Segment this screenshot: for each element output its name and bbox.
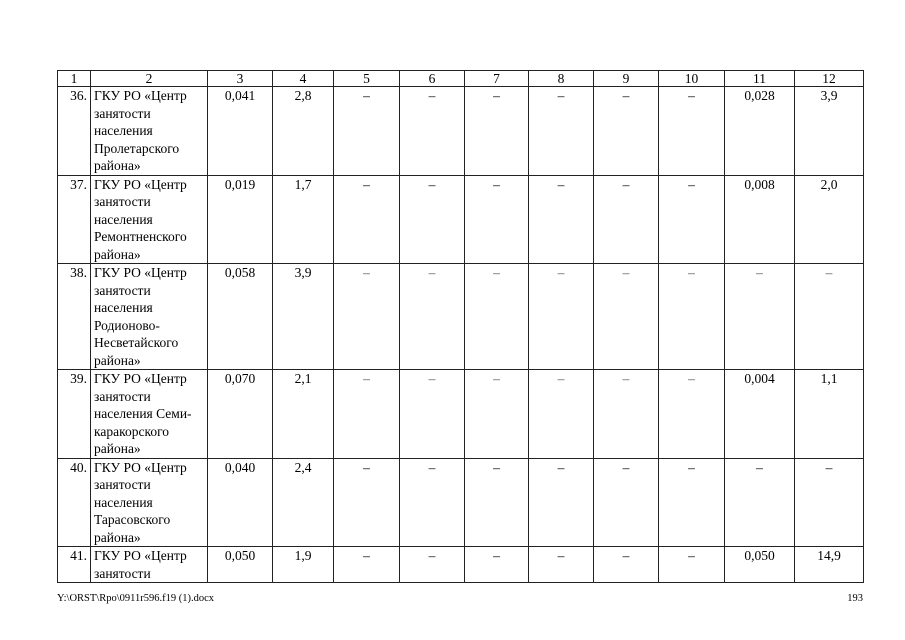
organization-name-line: населения (94, 211, 153, 227)
column-header-11: 11 (725, 71, 795, 87)
value-cell-col-10: – (659, 175, 725, 264)
value-cell-col-8: – (529, 370, 594, 459)
value-cell-col-5: – (334, 547, 400, 583)
column-header-5: 5 (334, 71, 400, 87)
value-cell-col-5: – (334, 264, 400, 370)
value-cell-col-4: 1,7 (273, 175, 334, 264)
table-body (58, 87, 864, 583)
value-cell-col-7: – (465, 370, 529, 459)
table-row (58, 264, 864, 370)
value-cell-col-10: – (659, 370, 725, 459)
column-header-4: 4 (273, 71, 334, 87)
organization-name-line: населения (94, 300, 153, 315)
organization-name (91, 547, 208, 583)
value-cell-col-4: 2,1 (273, 370, 334, 459)
organization-name (91, 175, 208, 264)
row-number: 39. (58, 370, 91, 459)
data-table (57, 70, 864, 583)
value-cell-col-6: – (400, 175, 465, 264)
organization-name-line: района» (94, 529, 141, 545)
value-cell-col-5: – (334, 458, 400, 547)
value-cell-col-4: 2,8 (273, 87, 334, 176)
value-cell-col-3: 0,058 (208, 264, 273, 370)
value-cell-col-9: – (594, 547, 659, 583)
value-cell-col-9: – (594, 370, 659, 459)
organization-name-line: Тарасовского (94, 512, 171, 527)
value-cell-col-12: 2,0 (795, 175, 864, 264)
organization-name-line: занятости (94, 388, 151, 404)
row-number: 36. (58, 87, 91, 176)
row-number: 37. (58, 175, 91, 264)
value-cell-col-6: – (400, 87, 465, 176)
value-cell-col-5: – (334, 87, 400, 176)
value-cell-col-10: – (659, 87, 725, 176)
table-row (58, 547, 864, 583)
value-cell-col-3: 0,040 (208, 458, 273, 547)
organization-name-line: занятости (94, 105, 151, 121)
value-cell-col-7: – (465, 264, 529, 370)
value-cell-col-10: – (659, 264, 725, 370)
value-cell-col-8: – (529, 87, 594, 176)
value-cell-col-11: 0,004 (725, 370, 795, 459)
organization-name-line: ГКУ РО «Центр (94, 371, 187, 386)
value-cell-col-12: 3,9 (795, 87, 864, 176)
organization-name-line: Пролетарского (94, 140, 180, 156)
row-number: 40. (58, 458, 91, 547)
row-number: 38. (58, 264, 91, 370)
column-header-7: 7 (465, 71, 529, 87)
value-cell-col-12: 14,9 (795, 547, 864, 583)
value-cell-col-6: – (400, 458, 465, 547)
organization-name-line: Родионово- (94, 317, 160, 333)
organization-name-line: ГКУ РО «Центр (94, 265, 187, 280)
table-row (58, 87, 864, 176)
organization-name-line: занятости (94, 565, 151, 581)
value-cell-col-12: – (795, 264, 864, 370)
value-cell-col-8: – (529, 264, 594, 370)
value-cell-col-11: 0,050 (725, 547, 795, 583)
value-cell-col-4: 2,4 (273, 458, 334, 547)
table-header-row (58, 71, 864, 87)
value-cell-col-7: – (465, 87, 529, 176)
organization-name (91, 370, 208, 459)
value-cell-col-11: – (725, 458, 795, 547)
page-number: 193 (847, 593, 863, 604)
value-cell-col-10: – (659, 547, 725, 583)
value-cell-col-12: – (795, 458, 864, 547)
table-row (58, 370, 864, 459)
value-cell-col-6: – (400, 264, 465, 370)
column-header-3: 3 (208, 71, 273, 87)
value-cell-col-10: – (659, 458, 725, 547)
value-cell-col-8: – (529, 175, 594, 264)
organization-name (91, 264, 208, 370)
value-cell-col-9: – (594, 87, 659, 176)
value-cell-col-9: – (594, 175, 659, 264)
organization-name-line: района» (94, 246, 141, 262)
column-header-1: 1 (58, 71, 91, 87)
table-row (58, 458, 864, 547)
table-row (58, 175, 864, 264)
organization-name-line: Несветайского (94, 335, 179, 350)
organization-name-line: занятости (94, 477, 151, 492)
organization-name (91, 458, 208, 547)
value-cell-col-3: 0,050 (208, 547, 273, 583)
value-cell-col-3: 0,070 (208, 370, 273, 459)
column-header-10: 10 (659, 71, 725, 87)
value-cell-col-11: 0,008 (725, 175, 795, 264)
organization-name-line: ГКУ РО «Центр (94, 548, 187, 563)
value-cell-col-11: 0,028 (725, 87, 795, 176)
column-header-2: 2 (91, 71, 208, 87)
organization-name (91, 87, 208, 176)
value-cell-col-5: – (334, 175, 400, 264)
organization-name-line: занятости (94, 282, 151, 298)
organization-name-line: ГКУ РО «Центр (94, 88, 187, 103)
value-cell-col-11: – (725, 264, 795, 370)
organization-name-line: населения (94, 494, 153, 510)
organization-name-line: района» (94, 158, 141, 173)
organization-name-line: занятости (94, 194, 151, 209)
value-cell-col-3: 0,019 (208, 175, 273, 264)
value-cell-col-4: 3,9 (273, 264, 334, 370)
value-cell-col-6: – (400, 547, 465, 583)
column-header-9: 9 (594, 71, 659, 87)
row-number: 41. (58, 547, 91, 583)
organization-name-line: Ремонтненского (94, 229, 187, 244)
value-cell-col-8: – (529, 458, 594, 547)
organization-name-line: населения (94, 123, 153, 138)
value-cell-col-3: 0,041 (208, 87, 273, 176)
organization-name-line: ГКУ РО «Центр (94, 459, 187, 475)
value-cell-col-7: – (465, 175, 529, 264)
value-cell-col-8: – (529, 547, 594, 583)
column-header-12: 12 (795, 71, 864, 87)
value-cell-col-5: – (334, 370, 400, 459)
footer-file-path: Y:\ORST\Rpo\0911r596.f19 (1).docx (57, 593, 215, 604)
organization-name-line: района» (94, 441, 141, 456)
value-cell-col-7: – (465, 547, 529, 583)
value-cell-col-4: 1,9 (273, 547, 334, 583)
value-cell-col-9: – (594, 458, 659, 547)
value-cell-col-12: 1,1 (795, 370, 864, 459)
organization-name-line: каракорского (94, 423, 170, 439)
organization-name-line: населения Семи- (94, 406, 192, 421)
value-cell-col-7: – (465, 458, 529, 547)
organization-name-line: ГКУ РО «Центр (94, 176, 187, 192)
value-cell-col-9: – (594, 264, 659, 370)
column-header-8: 8 (529, 71, 594, 87)
column-header-6: 6 (400, 71, 465, 87)
value-cell-col-6: – (400, 370, 465, 459)
organization-name-line: района» (94, 352, 141, 368)
